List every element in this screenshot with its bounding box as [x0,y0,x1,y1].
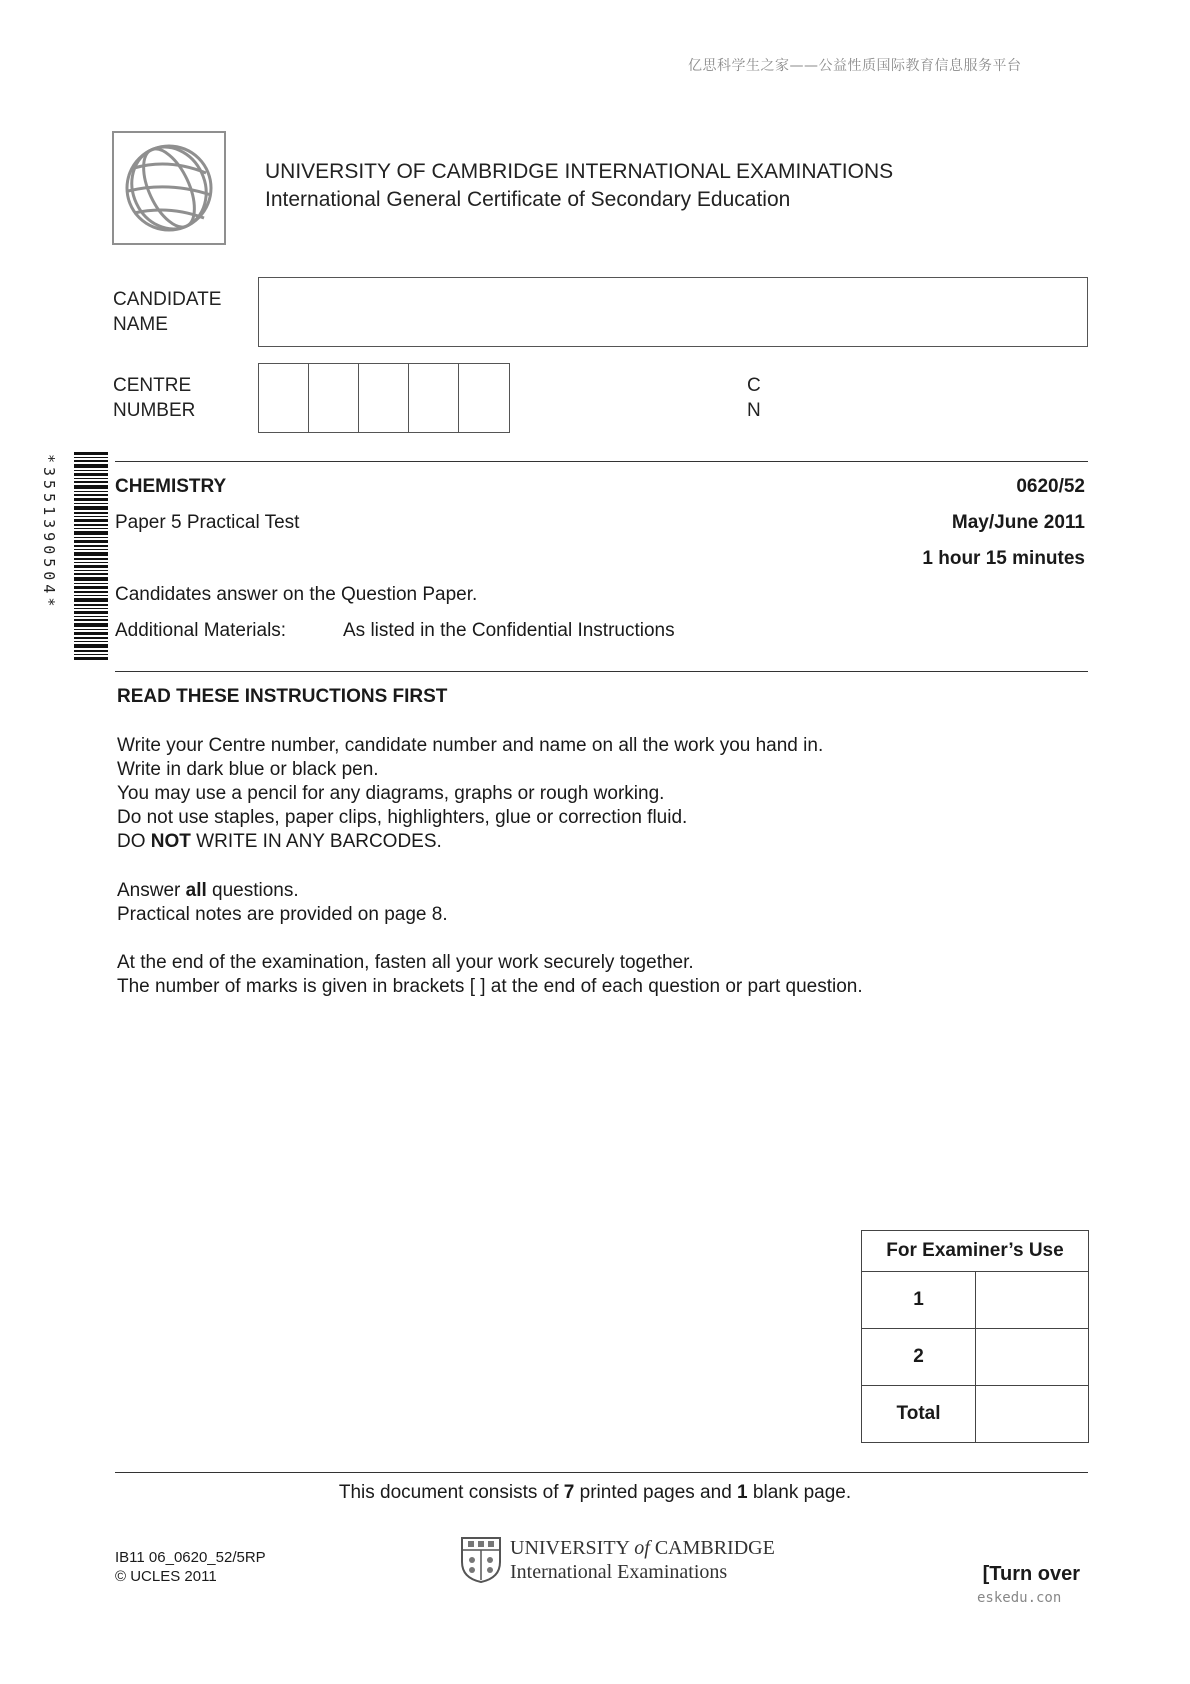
site-watermark: eskedu.con [977,1590,1062,1606]
mark-cell[interactable] [976,1272,1089,1329]
additional-materials-label: Additional Materials: [115,620,287,641]
examiners-use-heading: For Examiner’s Use [862,1231,1089,1272]
candidate-number-label: C N [747,375,761,421]
exam-session: May/June 2011 [951,512,1085,533]
instructions-block-1: Write your Centre number, candidate number and name on all the work you hand in. Write in dark blue or black pen. You may use a pencil for any diagrams, graphs or rough working. Do not use staples, paper clips, highlighters, glue or correction fluid. DO NOT WRITE IN ANY BARCODES. [117,735,824,852]
answer-instruction: Candidates answer on the Question Paper. [115,584,478,605]
candidate-name-label: CANDIDATE NAME [113,289,222,335]
divider [115,671,1088,672]
paper-title: Paper 5 Practical Test [115,512,300,533]
turn-over: [Turn over [982,1563,1080,1585]
instructions-block-2: Answer all questions. Practical notes are provided on page 8. [117,880,448,925]
qualification-title: International General Certificate of Secondary Education [265,188,791,211]
exam-board-title: UNIVERSITY OF CAMBRIDGE INTERNATIONAL EXAMINATIONS [265,160,894,183]
additional-materials-value: As listed in the Confidential Instructions [343,620,675,641]
exam-duration: 1 hour 15 minutes [922,548,1085,569]
centre-digit-box[interactable] [259,364,309,432]
mark-cell[interactable] [976,1329,1089,1386]
paper-code: 0620/52 [1016,476,1085,497]
centre-number-label: CENTRE NUMBER [113,375,196,421]
centre-digit-box[interactable] [409,364,459,432]
barcode-icon [62,452,120,662]
divider [115,1472,1088,1473]
centre-number-field[interactable] [258,363,510,433]
examiners-use-table [861,1230,1089,1443]
centre-digit-box[interactable] [309,364,359,432]
total-mark-cell[interactable] [976,1386,1089,1443]
instructions-heading: READ THESE INSTRUCTIONS FIRST [117,686,448,707]
globe-icon [114,133,224,243]
document-reference: IB11 06_0620_52/5RP © UCLES 2011 [115,1549,266,1585]
centre-digit-box[interactable] [459,364,509,432]
centre-digit-box[interactable] [359,364,409,432]
cambridge-crest-icon [460,1536,502,1584]
question-number: 1 [862,1272,976,1329]
question-number: 2 [862,1329,976,1386]
instructions-block-3: At the end of the examination, fasten all your work securely together. The number of marks is given in brackets [ ] at the end of each question or part question. [117,952,863,997]
watermark-text: 亿思科学生之家——公益性质国际教育信息服务平台 [688,58,1022,74]
subject-title: CHEMISTRY [115,476,227,497]
candidate-name-field[interactable] [258,277,1088,347]
page-count-note: This document consists of 7 printed pages and 1 blank page. [338,1482,852,1503]
footer-org-name: International Examinations [510,1561,728,1583]
footer-university-name: UNIVERSITY of CAMBRIDGE [510,1537,775,1559]
divider [115,461,1088,462]
total-label: Total [862,1386,976,1443]
barcode-number: *3551390504* [40,454,58,611]
globe-logo [112,131,226,245]
